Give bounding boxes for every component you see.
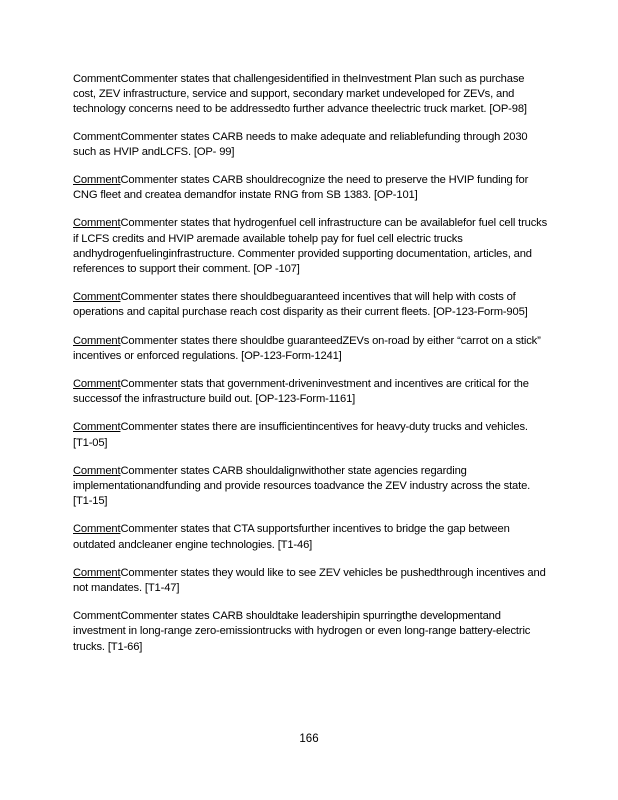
comment-paragraph bbox=[73, 173, 548, 203]
comment-label: Comment bbox=[73, 73, 121, 85]
comment-paragraph bbox=[73, 420, 548, 450]
comment-text: Commenter states there are insufficientincentives for heavy-duty trucks and vehicles. [T1-05] bbox=[73, 421, 528, 449]
comment-list bbox=[73, 72, 548, 668]
comment-paragraph bbox=[73, 334, 548, 364]
comment-paragraph bbox=[73, 290, 548, 320]
comment-text: Commenter states that CTA supportsfurther incentives to bridge the gap between outdated andcleaner engine technologies. [T1-46] bbox=[73, 523, 510, 551]
comment-paragraph bbox=[73, 464, 548, 510]
comment-text: Commenter states that challengesidentified in theInvestment Plan such as purchase cost, ZEV infrastructure, service and support, secondary market undeveloped for ZEVs, and technology concerns need to be addressedto further advance theelectric truck market. [OP-98] bbox=[73, 73, 527, 116]
comment-text: Commenter states they would like to see ZEV vehicles be pushedthrough incentives and not mandates. [T1-47] bbox=[73, 566, 546, 595]
comment-label: Comment bbox=[73, 217, 121, 230]
comment-text: Commenter states CARB needs to make adequate and reliablefunding through 2030 such as HVIP andLCFS. [OP- 99] bbox=[73, 130, 528, 158]
comment-paragraph bbox=[73, 522, 548, 552]
comment-paragraph bbox=[73, 72, 548, 118]
comment-label: Comment bbox=[73, 610, 121, 623]
comment-text: Commenter states there shouldbe guaranteedZEVs on-road by either “carrot on a stick” incentives or enforced regulations. [OP-123-Form-1241] bbox=[73, 334, 541, 362]
comment-text: Commenter states that hydrogenfuel cell infrastructure can be availablefor fuel cell trucks if LCFS credits and HVIP aremade available tohelp pay for fuel cell electric trucks andhydrogenfuelinginfrastructure. Commenter provided supporting documentation, articles, and references to support their comment. [OP -107] bbox=[73, 217, 548, 276]
comment-text: Commenter states CARB shouldtake leadershipin spurringthe developmentand investment in long-range zero-emissiontrucks with hydrogen or even long-range battery-electric trucks. [T1-66] bbox=[73, 610, 531, 653]
comment-text: Commenter states CARB shouldrecognize the need to preserve the HVIP funding for CNG fleet and createa demandfor instate RNG from SB 1383. [OP-101] bbox=[73, 174, 529, 202]
comment-label: Comment bbox=[73, 334, 121, 347]
comment-text: Commenter states CARB shouldalignwithother state agencies regarding implementationandfunding and provide resources toadvance the ZEV industry across the state. [T1-15] bbox=[73, 464, 531, 508]
comment-label: Comment bbox=[73, 566, 121, 579]
comment-label: Comment bbox=[73, 174, 121, 187]
comment-paragraph bbox=[73, 377, 548, 407]
comment-label: Comment bbox=[73, 291, 121, 304]
comment-paragraph bbox=[73, 609, 548, 655]
comment-label: Comment bbox=[73, 421, 121, 434]
comment-paragraph bbox=[73, 130, 548, 160]
comment-label: Comment bbox=[73, 378, 121, 391]
comment-paragraph bbox=[73, 216, 548, 277]
comment-paragraph bbox=[73, 566, 548, 596]
comment-text: Commenter stats that government-driveninvestment and incentives are critical for the successof the infrastructure build out. [OP-123-Form-1161] bbox=[73, 378, 529, 406]
comment-text: Commenter states there shouldbeguaranteed incentives that will help with costs of operations and capital purchase reach cost disparity as their current fleets. [OP-123-Form-905] bbox=[73, 291, 528, 319]
comment-label: Comment bbox=[73, 130, 121, 143]
comment-label: Comment bbox=[73, 464, 121, 477]
page-number: 166 bbox=[299, 733, 319, 745]
comment-label: Comment bbox=[73, 523, 121, 536]
